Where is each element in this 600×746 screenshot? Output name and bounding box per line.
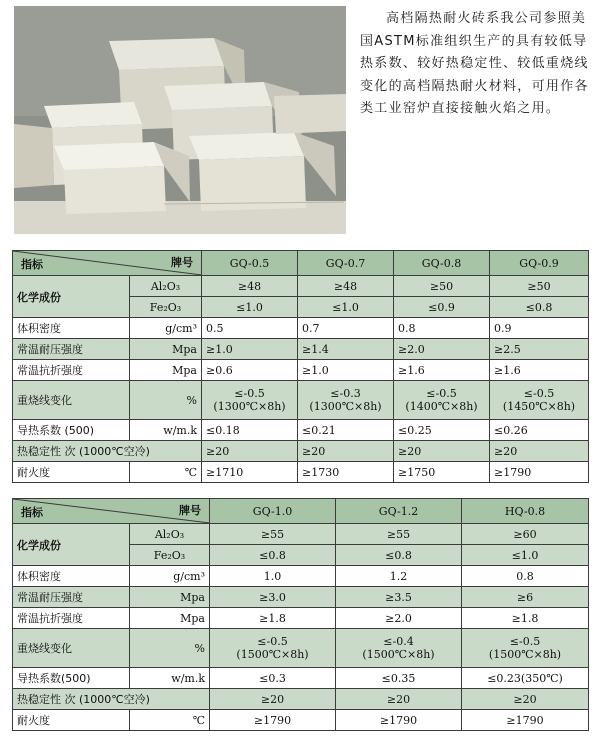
table-cell: ≥50 <box>394 276 490 297</box>
grade-header: GQ-1.2 <box>336 499 462 524</box>
spec-table-1 <box>12 250 589 483</box>
row-label-density: 体积密度 <box>13 318 130 339</box>
table-cell: ≥1.8 <box>462 608 589 629</box>
row-label-refractoriness: 耐火度 <box>13 710 130 731</box>
table-cell: ≥1790 <box>336 710 462 731</box>
table-header-row <box>13 499 589 524</box>
table-cell: ≥20 <box>462 689 589 710</box>
row-unit: Mpa <box>130 608 210 629</box>
table-cell: 1.2 <box>336 566 462 587</box>
table-header-row <box>13 251 589 276</box>
table-cell: ≤0.25 <box>394 420 490 441</box>
table-cell: ≥50 <box>490 276 589 297</box>
table-row <box>13 339 589 360</box>
table-cell: ≤1.0 <box>202 297 298 318</box>
row-label-reheat: 重烧线变化 <box>13 629 130 668</box>
table-cell: ≤-0.5 (1500℃×8h) <box>210 629 336 668</box>
row-unit-fe2o3: Fe₂O₃ <box>130 297 202 318</box>
row-label-conductivity: 导热系数 (500) <box>13 420 130 441</box>
header-grade-label: 牌号 <box>179 504 201 517</box>
row-unit: Mpa <box>130 587 210 608</box>
table-cell: ≥1730 <box>298 462 394 483</box>
grade-header: GQ-0.5 <box>202 251 298 276</box>
table-cell: ≤0.18 <box>202 420 298 441</box>
table-row <box>13 629 589 668</box>
row-label-thermal: 热稳定性 次 (1000℃空冷) <box>13 441 202 462</box>
table-cell: ≥2.0 <box>336 608 462 629</box>
table-cell: ≥1.4 <box>298 339 394 360</box>
table-cell: ≤1.0 <box>298 297 394 318</box>
spec-table-2 <box>12 498 589 731</box>
table-cell: ≥55 <box>210 524 336 545</box>
table-cell: ≥2.0 <box>394 339 490 360</box>
row-label-thermal: 热稳定性 次 (1000℃空冷) <box>13 689 210 710</box>
grade-header: GQ-1.0 <box>210 499 336 524</box>
table-cell: ≥1.0 <box>202 339 298 360</box>
row-unit: ℃ <box>130 462 202 483</box>
table-cell: ≥3.5 <box>336 587 462 608</box>
row-unit: % <box>130 381 202 420</box>
table-row <box>13 689 589 710</box>
table-cell: ≤-0.5 (1400℃×8h) <box>394 381 490 420</box>
table-cell: ≤-0.5 (1300℃×8h) <box>202 381 298 420</box>
table-row <box>13 668 589 689</box>
row-unit: w/m.k <box>130 420 202 441</box>
table-row <box>13 441 589 462</box>
grade-header: GQ-0.9 <box>490 251 589 276</box>
table-cell: ≥20 <box>202 441 298 462</box>
table-row <box>13 462 589 483</box>
header-grade-label: 牌号 <box>171 256 193 269</box>
row-unit-fe2o3: Fe₂O₃ <box>130 545 210 566</box>
table-cell: ≥1.6 <box>394 360 490 381</box>
table-cell: ≥20 <box>298 441 394 462</box>
table-cell: ≤0.35 <box>336 668 462 689</box>
table-cell: 0.9 <box>490 318 589 339</box>
header-diagonal-cell <box>13 251 202 276</box>
table-row <box>13 381 589 420</box>
row-unit: w/m.k <box>130 668 210 689</box>
table-cell: ≥1750 <box>394 462 490 483</box>
table-cell: ≥48 <box>298 276 394 297</box>
table-row <box>13 566 589 587</box>
insulating-brick-photo <box>14 6 346 234</box>
row-unit: g/cm³ <box>130 318 202 339</box>
table-cell: ≤0.26 <box>490 420 589 441</box>
table-cell: ≥20 <box>336 689 462 710</box>
table-cell: ≥60 <box>462 524 589 545</box>
table-cell: ≥1790 <box>490 462 589 483</box>
grade-header: GQ-0.7 <box>298 251 394 276</box>
row-label-compress: 常温耐压强度 <box>13 339 130 360</box>
table-cell: ≥1790 <box>462 710 589 731</box>
table-cell: ≤0.8 <box>210 545 336 566</box>
row-unit: Mpa <box>130 360 202 381</box>
table-cell: ≥1.8 <box>210 608 336 629</box>
table-cell: ≥20 <box>394 441 490 462</box>
row-unit-al2o3: Al₂O₃ <box>130 276 202 297</box>
table-row <box>13 587 589 608</box>
table-row <box>13 360 589 381</box>
row-unit: ℃ <box>130 710 210 731</box>
table-cell: ≤-0.5 (1450℃×8h) <box>490 381 589 420</box>
header-index-label: 指标 <box>21 506 43 519</box>
row-label-conductivity: 导热系数(500) <box>13 668 130 689</box>
table-cell: ≥20 <box>210 689 336 710</box>
table-cell: ≥1.6 <box>490 360 589 381</box>
table-row <box>13 318 589 339</box>
table-cell: ≥3.0 <box>210 587 336 608</box>
table-cell: ≥48 <box>202 276 298 297</box>
row-unit-al2o3: Al₂O₃ <box>130 524 210 545</box>
table-row <box>13 608 589 629</box>
row-label-density: 体积密度 <box>13 566 130 587</box>
row-label-flex: 常温抗折强度 <box>13 360 130 381</box>
table-cell: ≤0.23(350℃) <box>462 668 589 689</box>
grade-header: HQ-0.8 <box>462 499 589 524</box>
row-label-refractoriness: 耐火度 <box>13 462 130 483</box>
table-cell: ≥6 <box>462 587 589 608</box>
table-cell: ≤0.8 <box>490 297 589 318</box>
row-label-reheat: 重烧线变化 <box>13 381 130 420</box>
row-label-chemistry: 化学成份 <box>13 276 130 318</box>
row-unit: % <box>130 629 210 668</box>
table-cell: ≤0.8 <box>336 545 462 566</box>
table-cell: ≤-0.4 (1500℃×8h) <box>336 629 462 668</box>
table-cell: ≥1.0 <box>298 360 394 381</box>
row-label-compress: 常温耐压强度 <box>13 587 130 608</box>
row-unit: Mpa <box>130 339 202 360</box>
table-cell: ≤0.9 <box>394 297 490 318</box>
product-description: 高档隔热耐火砖系我公司参照美国ASTM标准组织生产的具有较低导热系数、较好热稳定性、较低重烧线变化的高档隔热耐火材料，可用作各类工业窑炉直接接触火焰之用。 <box>360 11 589 116</box>
grade-header: GQ-0.8 <box>394 251 490 276</box>
header-diagonal-cell <box>13 499 210 524</box>
table-cell: ≥2.5 <box>490 339 589 360</box>
table-cell: ≤0.21 <box>298 420 394 441</box>
table-row <box>13 420 589 441</box>
table-cell: ≤1.0 <box>462 545 589 566</box>
brick-illustration <box>14 6 346 234</box>
table-cell: ≥1710 <box>202 462 298 483</box>
table-cell: 0.8 <box>394 318 490 339</box>
row-unit: g/cm³ <box>130 566 210 587</box>
table-cell: ≥0.6 <box>202 360 298 381</box>
table-cell: 0.8 <box>462 566 589 587</box>
table-row <box>13 710 589 731</box>
table-cell: ≤-0.3 (1300℃×8h) <box>298 381 394 420</box>
header-index-label: 指标 <box>21 258 43 271</box>
table-cell: ≥20 <box>490 441 589 462</box>
row-label-chemistry: 化学成份 <box>13 524 130 566</box>
table-cell: ≥1790 <box>210 710 336 731</box>
table-cell: ≥55 <box>336 524 462 545</box>
row-label-flex: 常温抗折强度 <box>13 608 130 629</box>
table-cell: ≤0.3 <box>210 668 336 689</box>
table-cell: 0.7 <box>298 318 394 339</box>
table-row <box>13 524 589 545</box>
table-row <box>13 276 589 297</box>
table-cell: ≤-0.5 (1500℃×8h) <box>462 629 589 668</box>
table-cell: 0.5 <box>202 318 298 339</box>
table-cell: 1.0 <box>210 566 336 587</box>
